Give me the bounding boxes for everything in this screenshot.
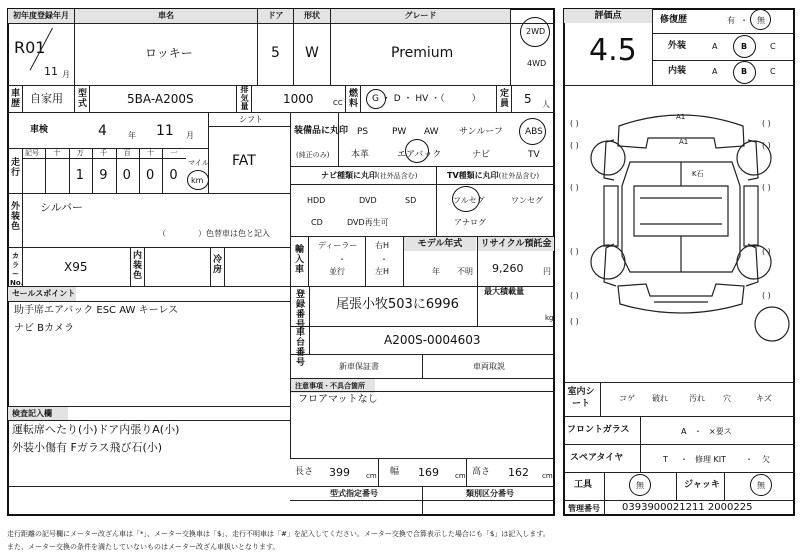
int-a: A xyxy=(712,67,718,76)
equip-airbag: エアバック xyxy=(397,150,442,160)
nav-hdd: HDD xyxy=(307,196,326,205)
fuel-label: 燃料 xyxy=(348,89,358,109)
score-header: 評価点 xyxy=(564,9,652,23)
drive-2wd: 2WD xyxy=(526,27,546,36)
length-label: 長さ xyxy=(295,467,314,477)
recycle-value: 9,260 xyxy=(492,262,524,275)
spare-missing: 欠 xyxy=(762,455,770,464)
height-value: 162 xyxy=(508,466,529,479)
svg-text:( ): ( ) xyxy=(570,291,579,300)
score-value: 4.5 xyxy=(589,33,637,68)
airbag-circle xyxy=(405,139,429,163)
int-b-circle xyxy=(733,61,756,84)
glass-label: フロントガラス xyxy=(567,425,630,435)
ext-b-circle xyxy=(733,35,756,58)
seat-label: 室内シート xyxy=(567,387,595,409)
color-no-label: カラーNo. xyxy=(10,252,24,287)
first-reg-month-unit: 月 xyxy=(62,70,70,79)
spare-label: スペアタイヤ xyxy=(570,453,624,463)
repair-no: 無 xyxy=(757,16,765,25)
nav-dvd: DVD xyxy=(359,196,377,205)
grade-header: グレード xyxy=(331,9,510,23)
tool-value: 無 xyxy=(636,481,644,490)
odo-header-2: 万 xyxy=(76,149,84,157)
repaint-note: （ ）色替車は色と記入 xyxy=(158,229,270,238)
first-reg-era: R01 xyxy=(14,38,46,57)
interior-color-label: 内装色 xyxy=(132,251,142,281)
plate-label: 登録番号 xyxy=(295,290,305,330)
car-name-header: 車名 xyxy=(75,9,257,23)
seat-item-1: 破れ xyxy=(652,394,668,403)
type-cert-label: 型式指定番号 xyxy=(330,489,378,498)
svg-text:( ): ( ) xyxy=(762,141,771,150)
svg-text:( ): ( ) xyxy=(762,119,771,128)
svg-text:( ): ( ) xyxy=(762,247,771,256)
odo-header-1: 十 xyxy=(53,149,61,157)
first-reg-month: 11 xyxy=(44,65,58,78)
fullseg-circle xyxy=(452,186,480,212)
spare-dot1: ・ xyxy=(680,455,688,464)
tv-analog: アナログ xyxy=(454,218,486,227)
seat-item-4: キズ xyxy=(756,394,772,403)
equip-ps: PS xyxy=(357,127,369,137)
chassis-value: A200S-0004603 xyxy=(384,333,481,347)
model-year-unit: 年 xyxy=(432,267,440,276)
doors-value: 5 xyxy=(271,45,280,61)
jack-value: 無 xyxy=(757,481,765,490)
equip-navi: ナビ xyxy=(472,150,491,160)
repair-dot: ・ xyxy=(740,16,748,25)
import-left-h: 左H xyxy=(375,267,390,276)
recycle-header: リサイクル預託金 xyxy=(478,237,554,251)
warranty-label: 新車保証書 xyxy=(339,362,379,371)
shift-label: シフト xyxy=(239,115,263,124)
odo-header-4: 百 xyxy=(123,149,131,157)
notes-header: 注意事項・不具合箇所 xyxy=(291,379,375,393)
mark-a1-hood: A1 xyxy=(679,138,689,146)
tire-spare xyxy=(755,307,789,341)
notes-text: フロアマットなし xyxy=(298,394,378,405)
shaken-year-unit: 年 xyxy=(128,131,136,140)
exterior-label: 外装 xyxy=(668,41,687,51)
usage-label: 車歴 xyxy=(10,89,20,109)
chassis-label: 車台番号 xyxy=(295,328,305,368)
spare-t: T xyxy=(663,455,668,464)
odo-header-0: 記号 xyxy=(25,149,39,157)
equip-tv: TV xyxy=(528,150,540,160)
repair-label: 修復歴 xyxy=(660,15,688,25)
mile-label: マイル xyxy=(188,159,209,167)
width-unit: cm xyxy=(455,472,466,480)
width-value: 169 xyxy=(418,466,439,479)
footer-line1: 走行距離の記号欄にメーター改ざん車は「*」、メーター交換車は「$」、走行不明車は「#」を記入してください。メーター交換で合算表示した場合にも「$」は記入します。 xyxy=(7,530,550,538)
fuel-options: G ・ D ・ HV ・（ ） xyxy=(372,94,481,104)
first-reg-header: 初年度登録年月 xyxy=(8,9,74,23)
ext-a: A xyxy=(712,42,718,51)
inspector-line1: 運転席へたり(小)ドア内張りA(小) xyxy=(12,423,180,436)
doors-header: ドア xyxy=(258,9,293,23)
cc-unit: CC xyxy=(333,99,343,107)
odo-header-5: 十 xyxy=(147,149,154,157)
width-label: 幅 xyxy=(390,467,400,477)
mark-a1-front: A1 xyxy=(676,113,686,121)
equip-pw: PW xyxy=(392,127,407,137)
height-unit: cm xyxy=(542,472,553,480)
glass-a: A xyxy=(681,427,687,436)
mgmt-value: 0393900021211 2000225 xyxy=(622,502,753,513)
equip-aw: AW xyxy=(424,127,439,137)
displacement-label: 排気量 xyxy=(240,85,249,111)
shaken-month-unit: 月 xyxy=(186,131,194,140)
odo-digit-4: 0 xyxy=(122,168,131,183)
shaken-label: 車検 xyxy=(30,125,49,135)
tool-label: 工具 xyxy=(574,480,593,490)
person-unit: 人 xyxy=(542,100,550,109)
import-dot1: ・ xyxy=(338,255,346,264)
color-no-value: X95 xyxy=(64,260,88,274)
int-c: C xyxy=(770,67,776,76)
spare-kit: 修理 KIT xyxy=(695,455,727,464)
kg-unit: kg xyxy=(545,314,554,322)
tv-type-label: TV種類に丸印(社外品含む) xyxy=(447,171,540,180)
capacity-value: 5 xyxy=(524,92,532,106)
manual-label: 車両取説 xyxy=(473,362,505,371)
interior-grade-label: 内装 xyxy=(668,66,687,76)
shape-header: 形状 xyxy=(294,9,330,23)
spare-dot2: ・ xyxy=(745,455,753,464)
svg-text:( ): ( ) xyxy=(762,291,771,300)
int-b: B xyxy=(741,67,748,76)
nav-type-label: ナビ種類に丸印(社外品含む) xyxy=(321,171,418,180)
shape-value: W xyxy=(305,45,319,61)
nav-cd: CD xyxy=(311,218,323,227)
odo-digit-2: 1 xyxy=(75,168,85,183)
class-cert-label: 類別区分番号 xyxy=(466,489,514,498)
odo-header-3: 千 xyxy=(100,149,108,157)
import-right-h: 右H xyxy=(375,241,390,250)
car-name-value: ロッキー xyxy=(145,46,193,60)
inspector-header: 検査記入欄 xyxy=(8,407,68,421)
car-damage-diagram xyxy=(564,86,794,382)
equip-leather: 本革 xyxy=(351,150,370,160)
sales-point-line1: 助手席エアバック ESC AW キーレス xyxy=(14,305,179,316)
equipment-label: 装備品に丸印 xyxy=(294,126,349,136)
import-dot2: ・ xyxy=(380,255,388,264)
usage-value: 自家用 xyxy=(30,92,63,105)
sales-point-header: セールスポイント xyxy=(8,287,76,301)
seat-item-2: 汚れ xyxy=(689,394,705,403)
svg-text:( ): ( ) xyxy=(762,183,771,192)
ext-c: C xyxy=(770,42,776,51)
equip-sunroof: サンルーフ xyxy=(459,127,503,137)
capacity-label: 定員 xyxy=(499,89,509,109)
color-label: 外装色 xyxy=(10,202,20,232)
tv-fullseg: フルセグ xyxy=(453,196,485,205)
height-label: 高さ xyxy=(472,467,491,477)
odo-digit-5: 0 xyxy=(146,168,155,183)
mark-k-windshield: K石 xyxy=(692,170,704,178)
shift-value: FAT xyxy=(232,153,256,169)
length-unit: cm xyxy=(366,472,377,480)
plate-value: 尾張小牧503に6996 xyxy=(336,297,459,312)
seat-item-3: 穴 xyxy=(723,394,731,403)
tire-rear-left xyxy=(591,245,625,279)
repair-none-circle xyxy=(750,9,771,30)
model-label: 型式 xyxy=(77,89,87,109)
sales-point-line2: ナビ Bカメラ xyxy=(14,323,75,334)
abs-circle xyxy=(519,118,546,145)
mileage-label: 走行 xyxy=(10,158,20,178)
tv-oneseg: ワンセグ xyxy=(511,196,543,205)
nav-dvd-play: DVD再生可 xyxy=(347,218,389,227)
displacement-value: 1000 xyxy=(283,92,314,106)
svg-text:( ): ( ) xyxy=(570,317,579,326)
glass-x: ×要ス xyxy=(709,427,732,436)
jack-label: ジャッキ xyxy=(684,480,720,490)
yen-unit: 円 xyxy=(543,267,551,276)
svg-text:( ): ( ) xyxy=(570,141,579,150)
color-value: シルバー xyxy=(40,201,83,214)
model-year-header: モデル年式 xyxy=(404,237,476,251)
equip-abs: ABS xyxy=(525,127,543,137)
length-value: 399 xyxy=(329,466,350,479)
odo-digit-6: 0 xyxy=(169,168,178,183)
footer-line2: また、メーター交換の条件を満たしていないものはメーター改ざん車扱いとなります。 xyxy=(7,543,280,551)
svg-text:( ): ( ) xyxy=(570,119,579,128)
rear-outline xyxy=(618,284,744,313)
max-load-label: 最大積載量 xyxy=(484,287,524,296)
import-dealer: ディーラー xyxy=(318,241,358,250)
glass-dot: ・ xyxy=(694,427,702,436)
seat-item-0: コゲ xyxy=(619,394,635,403)
shaken-month: 11 xyxy=(156,123,174,139)
nav-sd: SD xyxy=(405,196,417,205)
model-value: 5BA-A200S xyxy=(127,92,194,106)
equipment-sub: (純正のみ) xyxy=(296,151,330,159)
svg-text:( ): ( ) xyxy=(570,183,579,192)
tool-none-circle xyxy=(629,474,651,496)
odo-header-6: 一 xyxy=(170,149,178,157)
ac-label: 冷房 xyxy=(212,255,222,275)
grade-value: Premium xyxy=(391,45,454,61)
drive-4wd: 4WD xyxy=(527,59,547,68)
fuel-g-circle xyxy=(366,89,386,109)
jack-none-circle xyxy=(750,474,772,496)
ext-b: B xyxy=(741,42,748,51)
shaken-year: 4 xyxy=(98,123,107,139)
import-label: 輸入車 xyxy=(294,245,304,275)
odo-digit-3: 9 xyxy=(99,168,108,183)
mgmt-label: 管理番号 xyxy=(568,504,600,513)
import-parallel: 並行 xyxy=(329,267,345,276)
svg-text:( ): ( ) xyxy=(570,247,579,256)
inspector-line2: 外装小傷有 Fガラス飛び石(小) xyxy=(12,441,163,454)
km-label: km xyxy=(191,176,204,185)
model-year-unknown: 不明 xyxy=(457,267,473,276)
repair-yes: 有 xyxy=(727,16,735,25)
